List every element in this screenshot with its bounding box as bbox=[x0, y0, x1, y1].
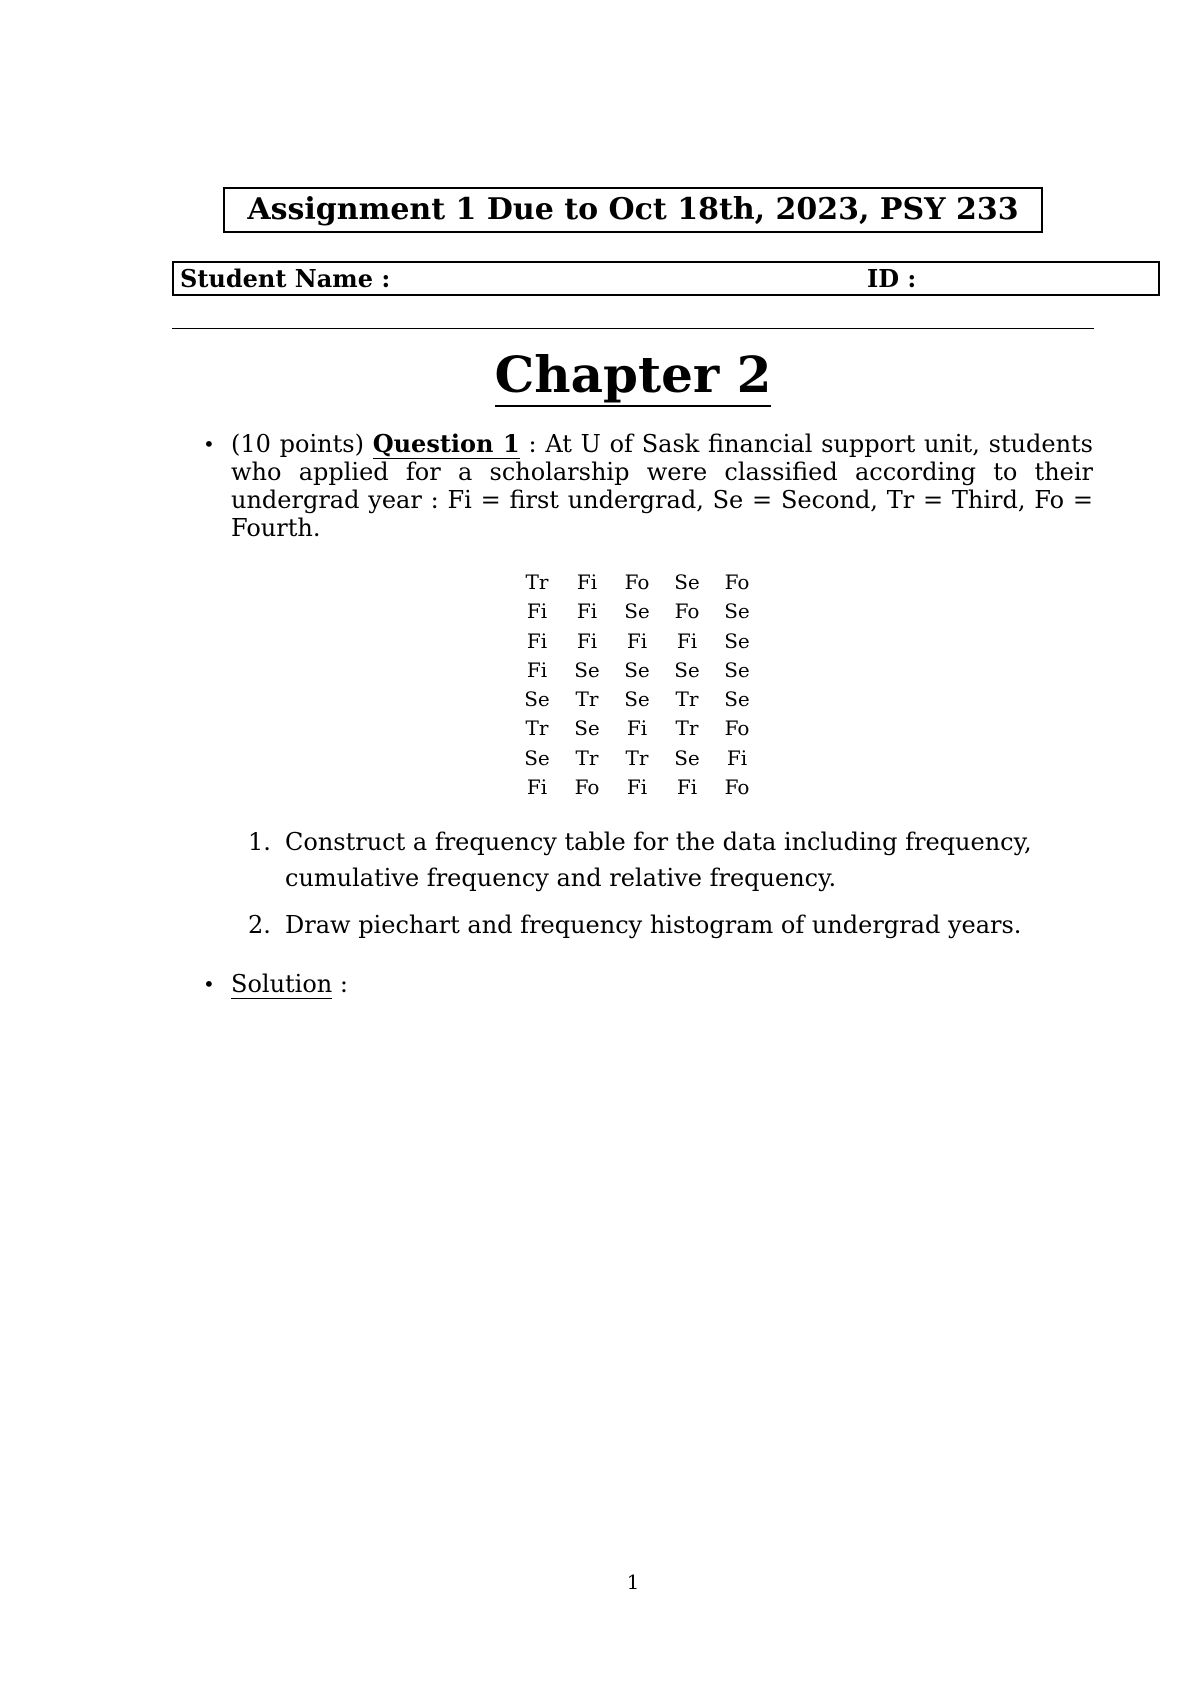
data-cell: Tr bbox=[525, 716, 549, 741]
data-cell: Fi bbox=[526, 599, 548, 624]
data-cell: Tr bbox=[575, 687, 599, 712]
data-cell: Fo bbox=[724, 775, 750, 800]
task-item bbox=[231, 824, 1093, 896]
data-cell: Fo bbox=[724, 570, 750, 594]
data-cell: Fi bbox=[576, 599, 598, 624]
task-list bbox=[231, 824, 1093, 954]
data-cell: Se bbox=[724, 687, 750, 712]
data-cell: Se bbox=[624, 599, 650, 624]
data-cell: Fo bbox=[724, 716, 750, 741]
data-cell: Fi bbox=[726, 745, 748, 770]
data-cell: Se bbox=[624, 657, 650, 682]
question-separator: : bbox=[528, 430, 537, 458]
data-cell: Fi bbox=[576, 628, 598, 653]
solution-separator: : bbox=[339, 970, 348, 998]
horizontal-rule bbox=[172, 328, 1094, 329]
task-number: 2. bbox=[248, 911, 271, 939]
data-cell: Fi bbox=[676, 628, 698, 653]
data-table bbox=[512, 568, 762, 802]
task-text: Construct a frequency table for the data including frequency, cumulative frequency and relative frequency. bbox=[285, 828, 1032, 892]
chapter-title: Chapter 2 bbox=[495, 345, 772, 407]
data-cell: Fi bbox=[626, 716, 648, 741]
task-item bbox=[231, 907, 1093, 943]
data-cell: Fo bbox=[624, 570, 650, 594]
data-cell: Tr bbox=[675, 716, 699, 741]
page-number: 1 bbox=[626, 1570, 640, 1594]
data-cell: Se bbox=[674, 745, 700, 770]
assignment-title: Assignment 1 Due to Oct 18th, 2023, PSY 233 bbox=[223, 187, 1043, 233]
data-cell: Se bbox=[724, 628, 750, 653]
data-cell: Se bbox=[674, 570, 700, 594]
data-cell: Fi bbox=[576, 570, 598, 594]
data-cell: Tr bbox=[575, 745, 599, 770]
data-cell: Fi bbox=[526, 775, 548, 800]
solution-bullet: • bbox=[203, 972, 215, 996]
data-cell: Fi bbox=[526, 657, 548, 682]
data-cell: Fo bbox=[674, 599, 700, 624]
student-id-label: ID : bbox=[867, 264, 917, 293]
data-cell: Fi bbox=[526, 628, 548, 653]
student-name-label: Student Name : bbox=[180, 264, 391, 293]
question-title: Question 1 bbox=[372, 429, 520, 458]
data-cell: Se bbox=[574, 716, 600, 741]
data-cell: Se bbox=[724, 657, 750, 682]
question-points: (10 points) bbox=[231, 430, 364, 458]
data-cell: Fi bbox=[626, 775, 648, 800]
task-text: Draw piechart and frequency histogram of undergrad years. bbox=[285, 911, 1022, 939]
solution-label: Solution bbox=[231, 970, 333, 998]
task-number: 1. bbox=[248, 828, 271, 856]
data-cell: Fo bbox=[574, 775, 600, 800]
question-bullet: • bbox=[203, 432, 215, 456]
data-cell: Se bbox=[724, 599, 750, 624]
data-cell: Tr bbox=[625, 745, 649, 770]
data-cell: Se bbox=[524, 745, 550, 770]
data-cell: Tr bbox=[525, 570, 549, 594]
solution-line bbox=[231, 966, 348, 1002]
question-paragraph bbox=[231, 430, 1093, 542]
data-cell: Fi bbox=[676, 775, 698, 800]
data-cell: Fi bbox=[626, 628, 648, 653]
chapter-heading bbox=[0, 344, 1200, 406]
student-info-box bbox=[172, 261, 1160, 296]
question-text: At U of Sask financial support unit, students who applied for a scholarship were classified according to their undergrad year : Fi = first undergrad, Se = Second, Tr = Third, Fo = Fourth. bbox=[231, 430, 1093, 542]
data-cell: Se bbox=[624, 687, 650, 712]
data-cell: Tr bbox=[675, 687, 699, 712]
data-cell: Se bbox=[524, 687, 550, 712]
data-cell: Se bbox=[674, 657, 700, 682]
data-cell: Se bbox=[574, 657, 600, 682]
